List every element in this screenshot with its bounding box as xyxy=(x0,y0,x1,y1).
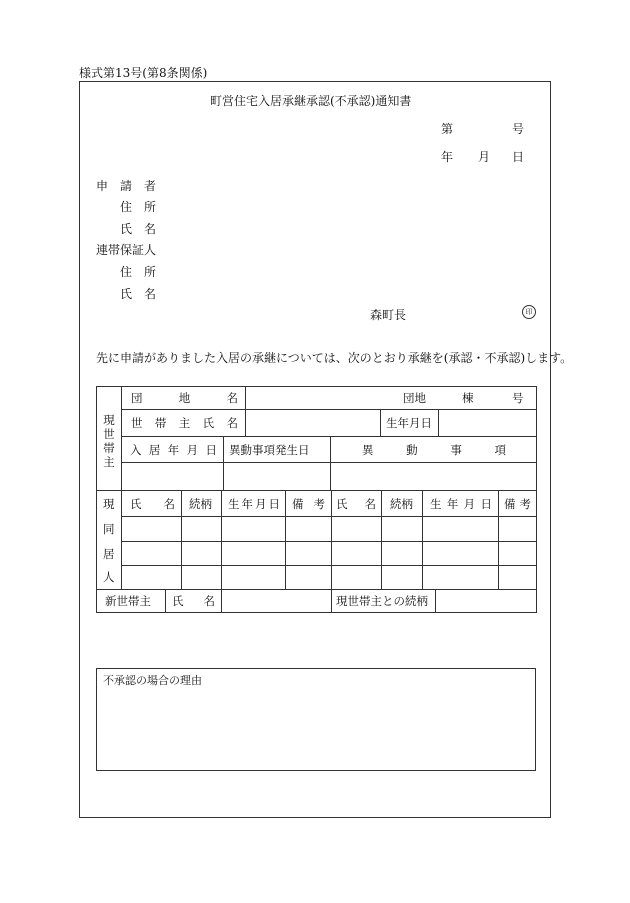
applicant-label-1: 申 xyxy=(96,179,109,193)
gou-label: 号 xyxy=(512,391,524,405)
seal-mark: 印 xyxy=(522,305,536,319)
date-month: 月 xyxy=(478,150,491,164)
col-remarks-right: 備 考 xyxy=(504,496,531,511)
guarantor-name-2: 名 xyxy=(144,287,157,301)
new-head-label: 新世帯主 xyxy=(105,594,151,608)
form-number: 様式第13号(第8条関係) xyxy=(79,66,208,80)
date-day: 日 xyxy=(512,150,525,164)
change-date-label: 異動事項発生日 xyxy=(229,442,310,457)
cohabitant-label-1: 現 xyxy=(103,497,115,511)
col-relation-right: 続柄 xyxy=(390,496,413,511)
col-remarks-left: 備 考 xyxy=(292,496,325,511)
col-name-left: 氏 名 xyxy=(130,496,175,511)
col-birth-left: 生 年 月 日 xyxy=(228,496,280,511)
applicant-address-1: 住 xyxy=(120,200,133,214)
reason-label: 不承認の場合の理由 xyxy=(103,674,202,687)
guarantor-address-2: 所 xyxy=(144,265,157,279)
cohabitant-label-3: 居 xyxy=(103,547,115,561)
head-name-label: 世 帯 主 氏 名 xyxy=(131,416,238,430)
applicant-name-1: 氏 xyxy=(120,222,133,236)
tou-label: 棟 xyxy=(462,391,474,405)
col-relation-left: 続柄 xyxy=(189,496,212,511)
cohabitant-label-2: 同 xyxy=(103,522,115,536)
change-item-label: 異 動 事 項 xyxy=(362,442,506,457)
date-year: 年 xyxy=(441,150,454,164)
danchi-name-label: 団 地 名 xyxy=(131,391,238,405)
danchi-right-label: 団地 xyxy=(403,391,426,405)
guarantor-label: 連帯保証人 xyxy=(96,243,157,257)
applicant-address-2: 所 xyxy=(144,200,157,214)
cohabitant-label-4: 人 xyxy=(103,570,115,584)
applicant-label-2: 請 xyxy=(120,179,133,193)
new-head-name-label: 氏 名 xyxy=(172,594,215,608)
body-text: 先に申請がありました入居の承継については、次のとおり承継を(承認・不承認)します。 xyxy=(96,351,573,365)
document-title: 町営住宅入居承継承認(不承認)通知書 xyxy=(210,94,412,108)
relation-to-current-label: 現世帯主との続柄 xyxy=(336,594,428,608)
col-name-right: 氏 名 xyxy=(336,496,376,511)
issuer-title: 森町長 xyxy=(370,308,407,322)
move-in-date-label: 入 居 年 月 日 xyxy=(130,442,217,457)
guarantor-name-1: 氏 xyxy=(120,287,133,301)
doc-number-suffix: 号 xyxy=(512,122,525,136)
applicant-label-3: 者 xyxy=(144,179,157,193)
applicant-name-2: 名 xyxy=(144,222,157,236)
head-birth-label: 生年月日 xyxy=(386,416,432,430)
current-head-label: 現世帯主 xyxy=(103,413,115,469)
guarantor-address-1: 住 xyxy=(120,265,133,279)
doc-number-prefix: 第 xyxy=(441,122,454,136)
col-birth-right: 生 年 月 日 xyxy=(430,496,492,511)
